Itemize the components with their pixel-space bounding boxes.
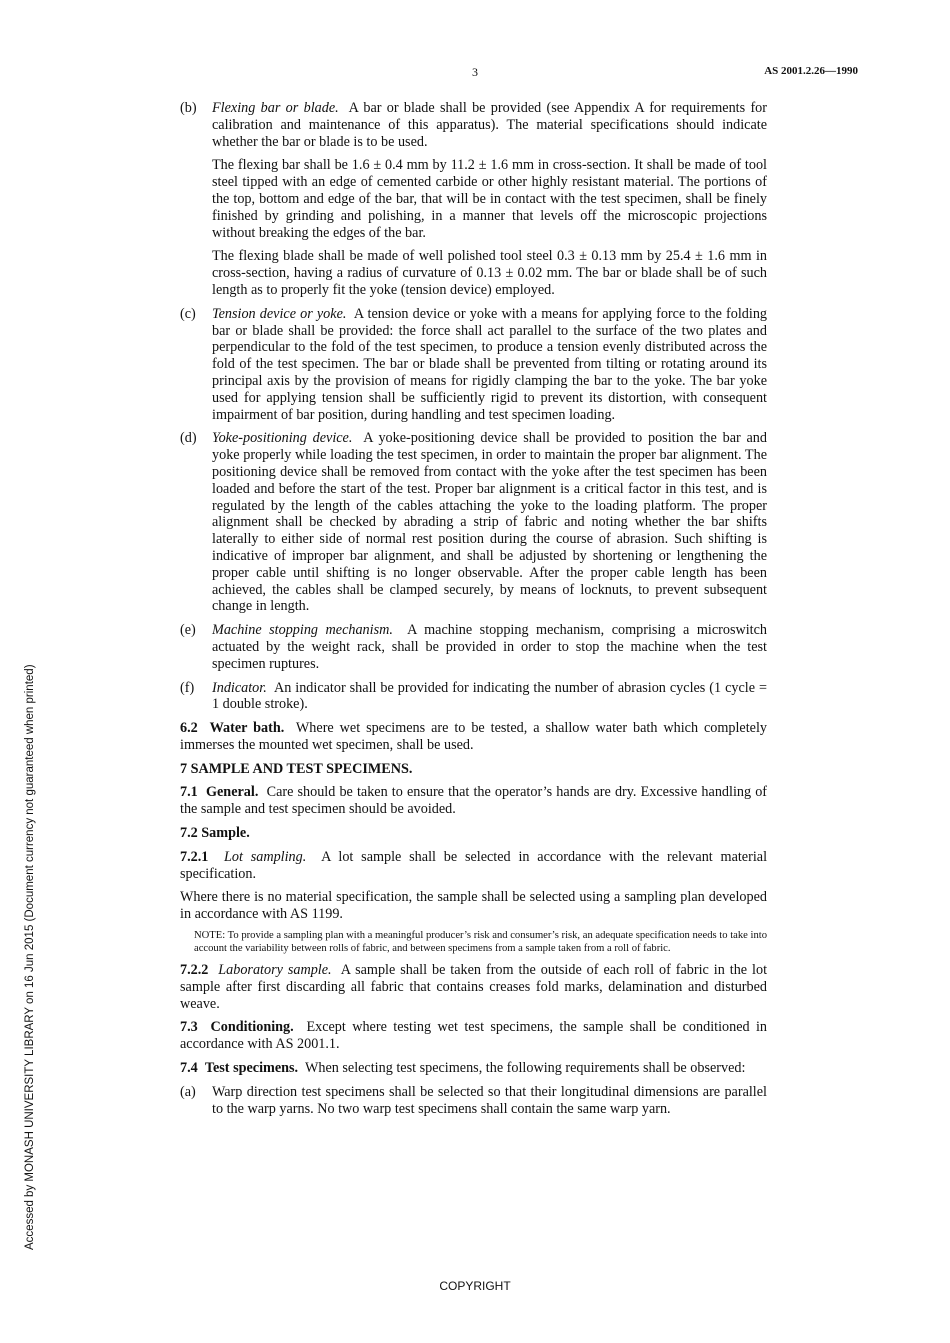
item-label: (d)	[180, 430, 197, 447]
section-7-2-2	[180, 962, 767, 1012]
item-label: (a)	[180, 1083, 196, 1100]
list-item-7-4-a	[180, 1084, 767, 1118]
section-text: Where wet specimens are to be tested, a shallow water bath which completely immerses the mounted wet specimen, shall be used.	[180, 720, 768, 753]
page-number: 3	[472, 65, 478, 79]
section-number: 7.2.2	[180, 962, 209, 979]
item-title: Indicator.	[212, 679, 267, 696]
list-item-d	[180, 430, 767, 615]
section-number: 7.2.1	[180, 848, 209, 865]
list-item-f	[180, 680, 767, 714]
section-6-2	[180, 720, 767, 754]
item-text: A tension device or yoke with a means for applying force to the folding bar or blade shall be provided: the force shall act parallel to the surface of the two plates and perpendicular to the fold of the test specimen, to produce a tension evenly distributed across the fold of the test specimen. The bar or blade shall be prevented from tilting or rotating around its principal axis by the provision of means for rigidly clamping the bar to the yoke. The bar yoke used for applying tension shall be sufficiently rigid to prevent its distortion, with consequent impairment of bar position, during handling and test specimen loading.	[212, 305, 768, 423]
section-title: Lot sampling.	[223, 848, 307, 865]
section-title: Laboratory sample.	[218, 962, 332, 979]
section-7-2-1	[180, 849, 767, 883]
section-7-2-heading: 7.2 Sample.	[180, 825, 250, 842]
item-title: Tension device or yoke.	[212, 305, 347, 322]
section-title: Conditioning.	[210, 1019, 294, 1036]
list-item-c	[180, 306, 767, 424]
item-text: A bar or blade shall be provided (see Appendix A for requirements for calibration and maintenance of this apparatus). The material specifications should indicate whether the bar or blade is to be used.	[212, 100, 767, 150]
item-title: Yoke-positioning device.	[212, 430, 353, 447]
section-7-1	[180, 784, 767, 818]
section-number: 6.2	[180, 720, 198, 737]
item-text: An indicator shall be provided for indicating the number of abrasion cycles (1 cycle = 1 double stroke).	[212, 679, 767, 713]
section-text: Except where testing wet test specimens, the sample shall be conditioned in accordance with AS 2001.1.	[180, 1019, 768, 1053]
standard-number: AS 2001.2.26—1990	[764, 65, 858, 77]
item-text: Warp direction test specimens shall be selected so that their longitudinal dimensions are parallel to the warp yarns. No two warp test specimens shall contain the same warp yarn.	[212, 1083, 767, 1117]
item-label: (b)	[180, 100, 197, 116]
copyright-footer: COPYRIGHT	[439, 1279, 511, 1293]
list-item-e	[180, 622, 767, 672]
section-7-4	[180, 1060, 767, 1077]
section-text: A lot sample shall be selected in accordance with the relevant material specification.	[180, 848, 768, 882]
section-number: 7.4	[180, 1060, 198, 1077]
section-7-2-1-text: Where there is no material specification, the sample shall be selected using a sampling plan developed in accordance with AS 1199.	[180, 889, 767, 923]
item-title: Machine stopping mechanism.	[212, 622, 393, 639]
section-7-heading: 7 SAMPLE AND TEST SPECIMENS.	[180, 760, 413, 777]
section-title: General.	[205, 784, 259, 801]
section-title: Water bath.	[209, 720, 285, 737]
main-content	[180, 100, 767, 1124]
item-title: Flexing bar or blade.	[212, 100, 339, 116]
section-number: 7.1	[180, 784, 198, 801]
item-paragraph: The flexing blade shall be made of well polished tool steel 0.3 ± 0.13 mm by 25.4 ± 1.6 mm in cross-section, having a radius of curvature of 0.13 ± 0.02 mm. The bar or blade shall be of such length as to properly fit the yoke (tension device) employed.	[212, 248, 767, 298]
section-text: When selecting test specimens, the following requirements shall be observed:	[304, 1060, 746, 1077]
list-item-b	[180, 100, 767, 299]
item-text: A machine stopping mechanism, comprising a microswitch actuated by the weight rack, shall be provided in order to stop the machine when the test specimen ruptures.	[212, 622, 767, 672]
section-number: 7.3	[180, 1019, 198, 1036]
section-text: Care should be taken to ensure that the operator’s hands are dry. Excessive handling of the sample and test specimen should be avoided.	[180, 784, 768, 818]
note: NOTE: To provide a sampling plan with a meaningful producer’s risk and consumer’s risk, an adequate specification needs to take into account the variability between rolls of fabric, and between specimens from a sample taken from a roll of fabric.	[194, 930, 767, 954]
item-label: (f)	[180, 679, 195, 696]
item-label: (e)	[180, 622, 196, 639]
section-text: A sample shall be taken from the outside of each roll of fabric in the lot sample after first discarding all fabric that contains creases fold marks, delamination and disturbed weave.	[180, 962, 768, 1012]
item-label: (c)	[180, 305, 196, 322]
item-paragraph: The flexing bar shall be 1.6 ± 0.4 mm by 11.2 ± 1.6 mm in cross-section. It shall be made of tool steel tipped with an edge of cemented carbide or other highly resistant material. The portions of the top, bottom and edge of the bar, that will be in contact with the test specimen, shall be finely finished by grinding and polishing, in a manner that levels off the microscopic projections without breaking the edges of the bar.	[212, 157, 767, 241]
item-text: A yoke-positioning device shall be provided to position the bar and yoke properly while loading the test specimen, in order to maintain the proper bar alignment. The positioning device shall be removed from contact with the yoke after the test specimen has been loaded and before the start of the test. Proper bar alignment is a critical factor in this test, and is regulated by the length of the cables attaching the yoke to the loading platform. The proper alignment shall be checked by abrading a strip of fabric and noting whether the bar shifts laterally to either side of normal rest position during the course of abrasion. Such shifting is indicative of improper bar alignment, and shall be adjusted by shortening or lengthening the proper cable until shifting is no longer observable. After the proper cable length has been achieved, the cables shall be clamped securely, by means of locknuts, to prevent subsequent change in length.	[212, 430, 767, 615]
section-7-3	[180, 1019, 767, 1053]
access-watermark: Accessed by MONASH UNIVERSITY LIBRARY on 16 Jun 2015 (Document currency not guaranteed when printed)	[24, 664, 36, 1250]
section-title: Test specimens.	[204, 1060, 299, 1077]
